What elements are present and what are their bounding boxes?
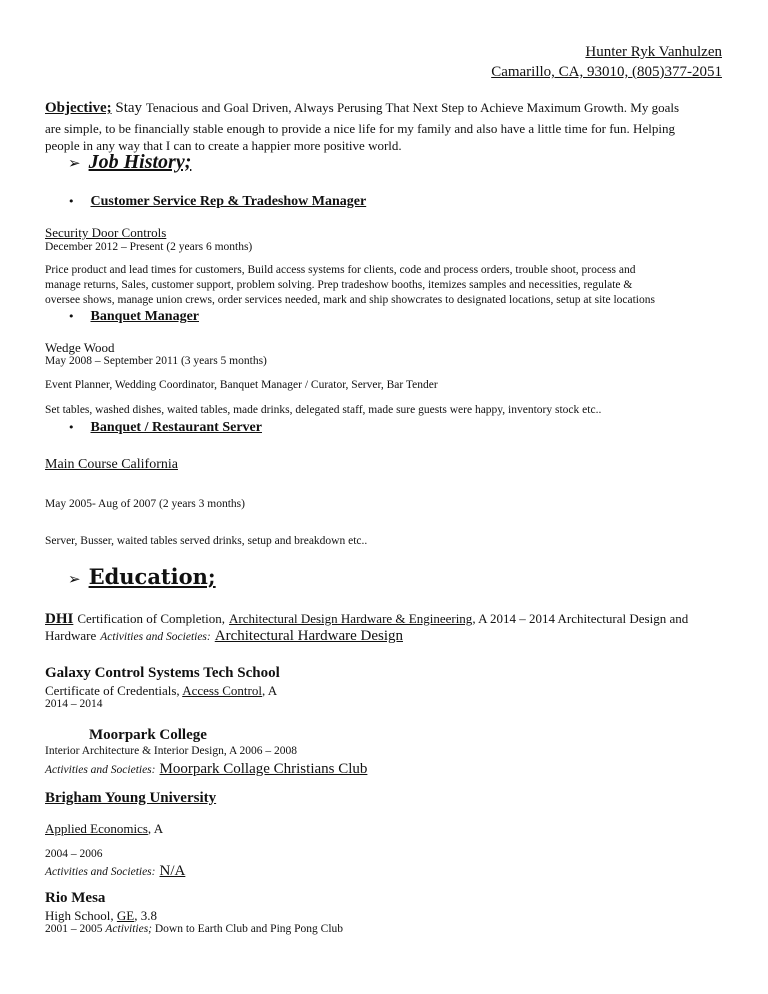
job-1-heading <box>68 192 366 210</box>
riomesa-name: Rio Mesa <box>45 890 106 906</box>
byu-activities: N/A <box>159 863 186 879</box>
byu-activities-label: Activities and Societies: <box>45 866 156 878</box>
byu-name: Brigham Young University <box>45 790 217 806</box>
riomesa-dates: 2001 – 2005 <box>45 923 103 935</box>
job-3-dates: May 2005- Aug of 2007 (2 years 3 months) <box>45 498 245 510</box>
moorpark-activities: Moorpark Collage Christians Club <box>159 761 368 777</box>
moorpark-activities-line <box>45 760 367 778</box>
byu-activities-line <box>45 862 185 880</box>
education-title: Education; <box>88 564 216 589</box>
objective-stay: Stay <box>115 100 143 116</box>
job-3-desc: Server, Busser, waited tables served drinks, setup and breakdown etc.. <box>45 535 368 547</box>
job-3-company: Main Course California <box>45 457 178 472</box>
job-2-heading <box>68 307 199 325</box>
dhi-line1 <box>45 610 688 628</box>
riomesa-ge: GE <box>116 908 135 923</box>
job-2-company: Wedge Wood <box>45 340 115 355</box>
objective-text-1: Tenacious and Goal Driven, Always Perusing That Next Step to Achieve Maximum Growth. My goals <box>145 100 680 115</box>
byu-dates: 2004 – 2006 <box>45 848 103 860</box>
job-history-heading <box>68 151 191 174</box>
galaxy-name: Galaxy Control Systems Tech School <box>45 665 280 681</box>
objective-text-2: are simple, to be financially stable enough to provide a nice life for my family and also have a little time for fun. Helping <box>45 121 675 136</box>
job-1-company: Security Door Controls <box>45 225 167 240</box>
objective-line1 <box>45 100 679 117</box>
job-1-desc-1: Price product and lead times for customers, Build access systems for clients, code and process orders, trouble shoot, process and <box>45 264 636 276</box>
objective-text-3: people in any way that I can to create a happier more positive world. <box>45 138 402 153</box>
arrow-icon: ➢ <box>68 154 81 172</box>
job-2-title: Banquet Manager <box>90 309 199 324</box>
moorpark-field: Interior Architecture & Interior Design, A 2006 – 2008 <box>45 745 297 757</box>
bullet-icon: • <box>68 310 75 323</box>
riomesa-activities-label: Activities; <box>105 923 152 935</box>
moorpark-name: Moorpark College <box>89 727 207 743</box>
dhi-line2 <box>45 627 403 645</box>
job-3-title: Banquet / Restaurant Server <box>90 420 262 435</box>
dhi-cert: Certification of Completion, <box>77 611 226 626</box>
riomesa-activities-line <box>45 923 343 935</box>
riomesa-line <box>45 908 157 924</box>
dhi-hardware: Hardware <box>45 628 97 643</box>
dhi-abbr: DHI <box>45 611 74 627</box>
arrow-icon: ➢ <box>68 570 81 588</box>
job-1-desc-2: manage returns, Sales, customer support, problem solving. Prep tradeshow booths, itemizes samples and necessities, regulate & <box>45 279 633 291</box>
galaxy-field: Access Control <box>182 683 262 698</box>
header-name: Hunter Ryk Vanhulzen <box>585 44 722 60</box>
dhi-program: Architectural Design Hardware & Engineering <box>229 611 473 626</box>
job-3-heading <box>68 418 262 436</box>
job-1-title: Customer Service Rep & Tradeshow Manager <box>90 194 367 209</box>
byu-line <box>45 821 163 837</box>
galaxy-dates: 2014 – 2014 <box>45 698 103 710</box>
moorpark-activities-label: Activities and Societies: <box>45 764 156 776</box>
riomesa-activities: Down to Earth Club and Ping Pong Club <box>154 923 344 935</box>
dhi-activities: Architectural Hardware Design <box>214 628 403 644</box>
galaxy-grade: , A <box>261 683 278 698</box>
job-history-title: Job History; <box>88 151 192 173</box>
bullet-icon: • <box>68 421 75 434</box>
dhi-activities-label: Activities and Societies: <box>100 631 211 643</box>
job-2-desc: Set tables, washed dishes, waited tables, made drinks, delegated staff, made sure guests were happy, inventory stock etc.. <box>45 404 602 416</box>
riomesa-gpa: , 3.8 <box>134 908 157 923</box>
objective-label: Objective; <box>45 100 112 116</box>
dhi-rest: , A 2014 – 2014 Architectural Design and <box>472 611 689 626</box>
header-address: Camarillo, CA, 93010, (805)377-2051 <box>491 64 722 80</box>
galaxy-line <box>45 683 277 699</box>
riomesa-school: High School, <box>45 908 114 923</box>
galaxy-cert: Certificate of Credentials, <box>45 683 180 698</box>
job-2-roles: Event Planner, Wedding Coordinator, Banquet Manager / Curator, Server, Bar Tender <box>45 379 438 391</box>
education-heading <box>68 564 216 589</box>
job-1-desc-3: oversee shows, manage union crews, order services needed, mark and ship showcrates to designated locations, setup at site locations <box>45 294 655 306</box>
job-1-dates: December 2012 – Present (2 years 6 months) <box>45 241 253 253</box>
bullet-icon: • <box>68 195 75 208</box>
byu-grade: , A <box>147 821 164 836</box>
byu-field: Applied Economics <box>45 821 148 836</box>
job-2-dates: May 2008 – September 2011 (3 years 5 months) <box>45 355 267 367</box>
